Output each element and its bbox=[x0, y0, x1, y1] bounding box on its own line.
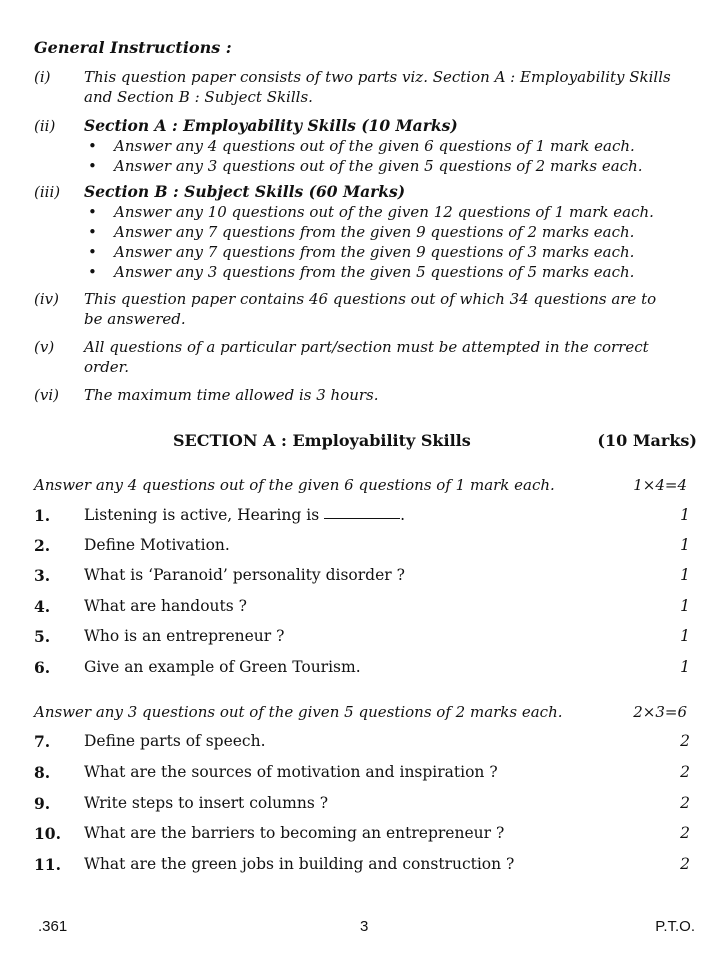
question-number: 4. bbox=[34, 597, 51, 616]
question-text: Give an example of Green Tourism. bbox=[84, 658, 361, 676]
question-text: What are the sources of motivation and inspiration ? bbox=[84, 763, 498, 781]
bullet-item: • Answer any 10 questions out of the given 12 questions of 1 mark each. bbox=[84, 202, 674, 222]
group-1-marks: 1×4=4 bbox=[633, 476, 687, 494]
instruction-text: This question paper consists of two parts viz. Section A : Employability Skills and Section B : Subject Skills. bbox=[84, 68, 671, 106]
question-text: What are handouts ? bbox=[84, 597, 247, 615]
answer-blank bbox=[324, 517, 400, 519]
instruction-number: (iv) bbox=[34, 290, 59, 308]
question-mark: 1 bbox=[680, 597, 690, 615]
instruction-number: (vi) bbox=[34, 386, 59, 404]
instruction-text: The maximum time allowed is 3 hours. bbox=[84, 386, 379, 404]
pto-label: P.T.O. bbox=[655, 918, 695, 935]
question-mark: 1 bbox=[680, 506, 690, 524]
question-text: Who is an entrepreneur ? bbox=[84, 627, 285, 645]
question-number: 2. bbox=[34, 536, 51, 555]
question-row bbox=[34, 627, 690, 649]
question-row bbox=[34, 658, 690, 680]
question-text: Define Motivation. bbox=[84, 536, 230, 554]
question-row bbox=[34, 597, 690, 619]
question-mark: 1 bbox=[680, 627, 690, 645]
question-row bbox=[34, 763, 690, 785]
section-b-instruction-heading: Section B : Subject Skills (60 Marks) bbox=[84, 182, 406, 201]
question-number: 11. bbox=[34, 855, 61, 874]
instruction-number: (iii) bbox=[34, 183, 61, 201]
question-row bbox=[34, 536, 690, 558]
section-b-bullets bbox=[84, 202, 674, 282]
question-mark: 2 bbox=[680, 763, 690, 781]
section-a-bullets bbox=[84, 136, 674, 176]
paper-code: .361 bbox=[38, 918, 68, 935]
instruction-number: (ii) bbox=[34, 117, 56, 135]
question-mark: 2 bbox=[680, 855, 690, 873]
page-number: 3 bbox=[360, 918, 369, 935]
bullet-item: • Answer any 3 questions out of the given 5 questions of 2 marks each. bbox=[84, 156, 674, 176]
question-text: Write steps to insert columns ? bbox=[84, 794, 329, 812]
question-number: 8. bbox=[34, 763, 51, 782]
instruction-text: All questions of a particular part/section must be attempted in the correct order. bbox=[84, 338, 649, 376]
bullet-item: • Answer any 7 questions from the given 9 questions of 3 marks each. bbox=[84, 242, 674, 262]
question-text: Listening is active, Hearing is . bbox=[84, 506, 406, 524]
question-mark: 2 bbox=[680, 794, 690, 812]
question-row bbox=[34, 855, 690, 877]
section-a-instruction-heading: Section A : Employability Skills (10 Marks) bbox=[84, 116, 458, 135]
section-a-title: SECTION A : Employability Skills bbox=[173, 431, 471, 450]
bullet-item: • Answer any 3 questions from the given 5 questions of 5 marks each. bbox=[84, 262, 674, 282]
question-row bbox=[34, 824, 690, 846]
question-number: 5. bbox=[34, 627, 51, 646]
question-number: 9. bbox=[34, 794, 51, 813]
question-number: 1. bbox=[34, 506, 51, 525]
question-text: What are the green jobs in building and construction ? bbox=[84, 855, 515, 873]
question-number: 3. bbox=[34, 566, 51, 585]
question-row bbox=[34, 506, 690, 528]
question-number: 10. bbox=[34, 824, 61, 843]
group-2-marks: 2×3=6 bbox=[633, 703, 687, 721]
instruction-number: (v) bbox=[34, 338, 55, 356]
instruction-number: (i) bbox=[34, 68, 51, 86]
question-mark: 1 bbox=[680, 658, 690, 676]
question-mark: 1 bbox=[680, 566, 690, 584]
question-number: 7. bbox=[34, 732, 51, 751]
question-text: What is ‘Paranoid’ personality disorder ? bbox=[84, 566, 405, 584]
question-mark: 2 bbox=[680, 732, 690, 750]
general-instructions-heading: General Instructions : bbox=[34, 38, 232, 57]
bullet-item: • Answer any 4 questions out of the given 6 questions of 1 mark each. bbox=[84, 136, 674, 156]
section-a-marks: (10 Marks) bbox=[597, 431, 697, 450]
bullet-item: • Answer any 7 questions from the given 9 questions of 2 marks each. bbox=[84, 222, 674, 242]
question-text: Define parts of speech. bbox=[84, 732, 266, 750]
group-1-instruction: Answer any 4 questions out of the given 6 questions of 1 mark each. bbox=[34, 476, 555, 494]
question-number: 6. bbox=[34, 658, 51, 677]
question-mark: 1 bbox=[680, 536, 690, 554]
group-2-instruction: Answer any 3 questions out of the given 5 questions of 2 marks each. bbox=[34, 703, 563, 721]
question-row bbox=[34, 732, 690, 754]
question-text: What are the barriers to becoming an entrepreneur ? bbox=[84, 824, 505, 842]
instruction-text: This question paper contains 46 questions out of which 34 questions are to be answered. bbox=[84, 290, 657, 328]
question-mark: 2 bbox=[680, 824, 690, 842]
question-row bbox=[34, 794, 690, 816]
question-row bbox=[34, 566, 690, 588]
